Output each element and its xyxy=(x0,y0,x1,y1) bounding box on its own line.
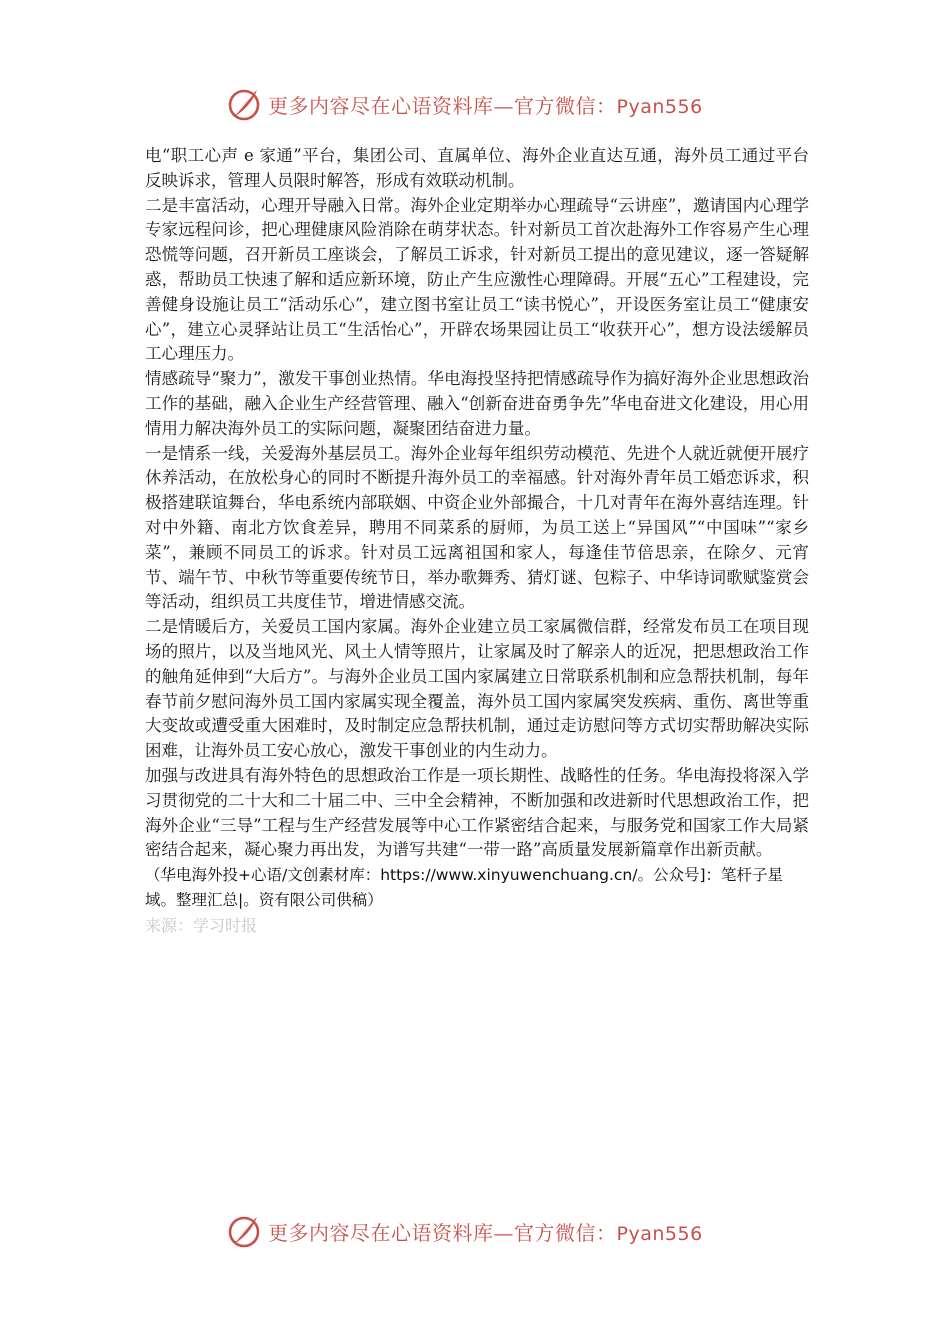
header-banner xyxy=(226,84,746,124)
document-body xyxy=(145,144,809,939)
paragraph-5: 二是情暖后方，关爱员工国内家属。海外企业建立员工家属微信群，经常发布员工在项目现场的照片，以及当地风光、风土人情等照片，让家属及时了解亲人的近况，把思想政治工作的触角延伸到“大后方”。与海外企业员工国内家属建立日常联系机制和应急帮扶机制，每年春节前夕慰问海外员工国内家属实现全覆盖，海外员工国内家属突发疾病、重伤、离世等重大变故或遭受重大困难时，及时制定应急帮扶机制，通过走访慰问等方式切实帮助解决实际困难，让海外员工安心放心，激发干事创业的内生动力。 xyxy=(145,617,809,761)
paragraph-3: 情感疏导“聚力”，激发干事创业热情。华电海投坚持把情感疏导作为搞好海外企业思想政治工作的基础，融入企业生产经营管理、融入“创新奋进奋勇争先”华电奋进文化建设，用心用情用力解决海外员工的实际问题，凝聚团结奋进力量。 xyxy=(145,369,809,438)
source-line: 来源：学习时报 xyxy=(145,915,258,935)
quill-logo-icon xyxy=(226,86,262,122)
quill-logo-icon xyxy=(226,1213,262,1249)
paragraph-1: 电“职工心声 e 家通”平台，集团公司、直属单位、海外企业直达互通，海外员工通过平台反映诉求，管理人员限时解答，形成有效联动机制。 xyxy=(145,146,809,190)
footer-banner-text: 更多内容尽在心语资料库—官方微信：Pyan556 xyxy=(268,1220,703,1245)
header-wechat-id: Pyan556 xyxy=(616,95,703,118)
header-banner-text: 更多内容尽在心语资料库—官方微信：Pyan556 xyxy=(268,93,703,118)
credit-line: （华电海外投+心语/文创素材库：https://www.xinyuwenchuang.cn/。公众号]：笔杆子星域。整理汇总|。资有限公司供稿） xyxy=(145,866,784,909)
paragraph-4: 一是情系一线，关爱海外基层员工。海外企业每年组织劳动模范、先进个人就近就便开展疗休养活动，在放松身心的同时不断提升海外员工的幸福感。针对海外青年员工婚恋诉求，积极搭建联谊舞台，华电系统内部联姻、中资企业外部撮合，十几对青年在海外喜结连理。针对中外籍、南北方饮食差异，聘用不同菜系的厨师，为员工送上“异国风”“中国味”“家乡菜”，兼顾不同员工的诉求。针对员工远离祖国和家人，每逢佳节倍思亲，在除夕、元宵节、端午节、中秋节等重要传统节日，举办歌舞秀、猜灯谜、包粽子、中华诗词歌赋鉴赏会等活动，组织员工共度佳节，增进情感交流。 xyxy=(145,443,809,612)
paragraph-2: 二是丰富活动，心理开导融入日常。海外企业定期举办心理疏导“云讲座”，邀请国内心理学专家远程问诊，把心理健康风险消除在萌芽状态。针对新员工首次赴海外工作容易产生心理恐慌等问题，召开新员工座谈会，了解员工诉求，针对新员工提出的意见建议，逐一答疑解惑，帮助员工快速了解和适应新环境，防止产生应激性心理障碍。开展“五心”工程建设，完善健身设施让员工“活动乐心”，建立图书室让员工“读书悦心”，开设医务室让员工“健康安心”，建立心灵驿站让员工“生活怡心”，开辟农场果园让员工“收获开心”，想方设法缓解员工心理压力。 xyxy=(145,195,809,364)
footer-wechat-id: Pyan556 xyxy=(616,1222,703,1245)
footer-banner xyxy=(226,1211,746,1251)
paragraph-6: 加强与改进具有海外特色的思想政治工作是一项长期性、战略性的任务。华电海投将深入学习贯彻党的二十大和二十届二中、三中全会精神，不断加强和改进新时代思想政治工作，把海外企业“三导”工程与生产经营发展等中心工作紧密结合起来，与服务党和国家工作大局紧密结合起来，凝心聚力再出发，为谱写共建“一带一路”高质量发展新篇章作出新贡献。 xyxy=(145,765,809,860)
